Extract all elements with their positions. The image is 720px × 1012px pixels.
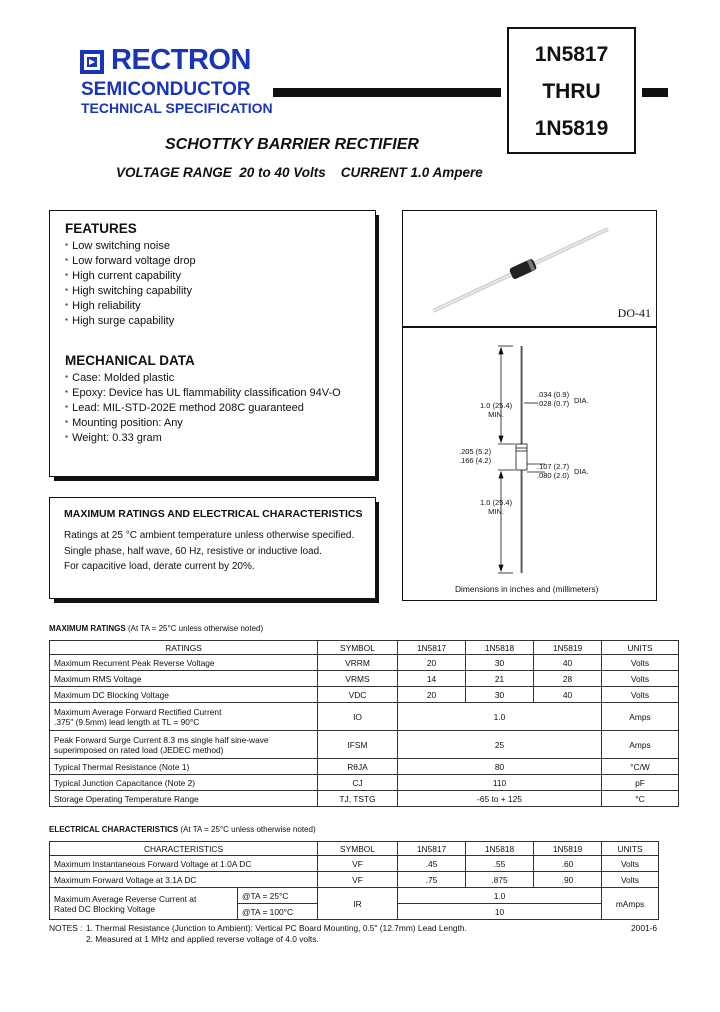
row-value: 14 (398, 671, 466, 687)
row-label: Peak Forward Surge Current 8.3 ms single half sine-wave superimposed on rated load (JEDEC method) (50, 731, 318, 759)
row-value: .55 (466, 856, 534, 872)
table-row (50, 856, 659, 872)
header-cell: RATINGS (50, 641, 318, 655)
row-symbol: VF (318, 872, 398, 888)
ratings-box-heading: MAXIMUM RATINGS AND ELECTRICAL CHARACTERISTICS (64, 508, 363, 520)
row-value: 30 (466, 687, 534, 703)
header-cell: UNITS (602, 842, 659, 856)
part-number-box (507, 27, 636, 154)
body-diameter-suffix: DIA. (574, 467, 589, 476)
header-rule-right (642, 88, 668, 97)
mechanical-heading: MECHANICAL DATA (65, 353, 195, 368)
row-symbol: CJ (318, 775, 398, 791)
reverse-condition: @TA = 25°C (238, 888, 318, 904)
header-cell: 1N5817 (398, 641, 466, 655)
row-label: Maximum Recurrent Peak Reverse Voltage (50, 655, 318, 671)
row-label: Typical Thermal Resistance (Note 1) (50, 759, 318, 775)
header-cell: UNITS (602, 641, 679, 655)
bottom-lead-length-dim: 1.0 (25.4) MIN. (480, 498, 513, 516)
row-symbol: TJ, TSTG (318, 791, 398, 807)
features-list (65, 239, 375, 329)
features-panel (49, 210, 376, 477)
table-row (50, 703, 679, 731)
note-1: 1. Thermal Resistance (Junction to Ambient): Vertical PC Board Mounting, 0.5" (12.7mm) Lead Length. (86, 923, 467, 933)
row-unit: Volts (602, 856, 659, 872)
table-row (50, 872, 659, 888)
feature-item: * High switching capability (65, 284, 375, 299)
ratings-box (49, 497, 376, 599)
row-label: Storage Operating Temperature Range (50, 791, 318, 807)
row-symbol: VRMS (318, 671, 398, 687)
notes-label: NOTES : (49, 923, 83, 933)
row-value: 21 (466, 671, 534, 687)
reverse-condition: @TA = 100°C (238, 904, 318, 920)
header-cell: 1N5819 (534, 641, 602, 655)
mechanical-item: * Mounting position: Any (65, 416, 375, 431)
top-lead-length-dim: 1.0 (25.4) MIN. (480, 401, 513, 419)
header-rule-left (273, 88, 501, 97)
max-ratings-section-label (49, 624, 263, 633)
row-unit: Amps (602, 731, 679, 759)
table-row (50, 888, 659, 904)
row-symbol: VDC (318, 687, 398, 703)
package-drawing-panel (402, 327, 657, 601)
doc-title: SCHOTTKY BARRIER RECTIFIER (165, 136, 419, 153)
row-unit: pF (602, 775, 679, 791)
body-length-dim: .205 (5.2) .166 (4.2) (459, 447, 492, 465)
mechanical-item: * Lead: MIL-STD-202E method 208C guaranteed (65, 401, 375, 416)
row-symbol: RθJA (318, 759, 398, 775)
feature-item: * High reliability (65, 299, 375, 314)
row-value: .60 (534, 856, 602, 872)
electrical-table (49, 841, 659, 920)
row-value: .90 (534, 872, 602, 888)
row-value: 40 (534, 655, 602, 671)
row-symbol: VRRM (318, 655, 398, 671)
row-value: -65 to + 125 (398, 791, 602, 807)
table-row (50, 687, 679, 703)
row-value: 20 (398, 687, 466, 703)
header-cell: 1N5817 (398, 842, 466, 856)
dimensions-caption: Dimensions in inches and (millimeters) (455, 584, 599, 594)
header-cell: 1N5818 (466, 842, 534, 856)
package-outline-drawing (403, 328, 656, 600)
row-value: .45 (398, 856, 466, 872)
row-unit: mAmps (602, 888, 659, 920)
row-value: .75 (398, 872, 466, 888)
row-value: 25 (398, 731, 602, 759)
part-number-thru: THRU (542, 80, 601, 103)
row-label: Maximum Instantaneous Forward Voltage at 1.0A DC (50, 856, 318, 872)
rectron-diode-logo-icon (80, 50, 104, 74)
row-label: Typical Junction Capacitance (Note 2) (50, 775, 318, 791)
feature-item: * High surge capability (65, 314, 375, 329)
feature-item: * Low switching noise (65, 239, 375, 254)
electrical-section-label (49, 825, 316, 834)
table-row (50, 775, 679, 791)
row-unit: Volts (602, 655, 679, 671)
table-row (50, 671, 679, 687)
header-cell: 1N5818 (466, 641, 534, 655)
feature-item: * Low forward voltage drop (65, 254, 375, 269)
max-ratings-table (49, 640, 679, 807)
features-heading: FEATURES (65, 221, 137, 236)
electrical-condition: (At TA = 25°C unless otherwise noted) (180, 825, 316, 834)
row-unit: Amps (602, 703, 679, 731)
row-value: 1.0 (398, 703, 602, 731)
row-label: Maximum DC Blocking Voltage (50, 687, 318, 703)
header-cell: CHARACTERISTICS (50, 842, 318, 856)
table-row (50, 791, 679, 807)
row-value: .875 (466, 872, 534, 888)
mechanical-item: * Epoxy: Device has UL flammability classification 94V-O (65, 386, 375, 401)
doc-subtitle: VOLTAGE RANGE 20 to 40 Volts CURRENT 1.0 Ampere (116, 165, 483, 180)
header-cell: SYMBOL (318, 641, 398, 655)
company-name: RECTRON (111, 44, 251, 76)
ratings-box-line: For capacitive load, derate current by 20%. (64, 561, 255, 572)
table-header-row (50, 842, 659, 856)
lead-diameter-dim: .034 (0.9) .028 (0.7) (537, 390, 570, 408)
note-2: 2. Measured at 1 MHz and applied reverse voltage of 4.0 volts. (86, 934, 319, 944)
row-unit: Volts (602, 872, 659, 888)
row-symbol: IR (318, 888, 398, 920)
row-unit: °C (602, 791, 679, 807)
row-label: Maximum RMS Voltage (50, 671, 318, 687)
feature-item: * High current capability (65, 269, 375, 284)
header-cell: 1N5819 (534, 842, 602, 856)
lead-diameter-suffix: DIA. (574, 396, 589, 405)
part-number-to: 1N5819 (534, 117, 609, 140)
ratings-box-line: Single phase, half wave, 60 Hz, resistive or inductive load. (64, 545, 322, 557)
mechanical-item: * Weight: 0.33 gram (65, 431, 375, 446)
table-row (50, 759, 679, 775)
doc-type: TECHNICAL SPECIFICATION (81, 100, 273, 116)
row-value: 28 (534, 671, 602, 687)
row-value: 20 (398, 655, 466, 671)
table-header-row (50, 641, 679, 655)
row-symbol: IO (318, 703, 398, 731)
row-value: 30 (466, 655, 534, 671)
row-value: 80 (398, 759, 602, 775)
row-value: 40 (534, 687, 602, 703)
row-value: 1.0 (398, 888, 602, 904)
mechanical-list (65, 371, 375, 446)
row-value: 10 (398, 904, 602, 920)
row-unit: Volts (602, 671, 679, 687)
row-symbol: VF (318, 856, 398, 872)
body-diameter-dim: .107 (2.7) .080 (2.0) (537, 462, 570, 480)
row-unit: °C/W (602, 759, 679, 775)
electrical-label: ELECTRICAL CHARACTERISTICS (49, 825, 179, 834)
max-ratings-condition: (At TA = 25°C unless otherwise noted) (127, 624, 264, 633)
row-value: 110 (398, 775, 602, 791)
table-row (50, 655, 679, 671)
table-row (50, 731, 679, 759)
max-ratings-label: MAXIMUM RATINGS (49, 624, 126, 633)
row-symbol: IFSM (318, 731, 398, 759)
header-cell: SYMBOL (318, 842, 398, 856)
row-label: Maximum Forward Voltage at 3.1A DC (50, 872, 318, 888)
mechanical-item: * Case: Molded plastic (65, 371, 375, 386)
package-photo-panel (402, 210, 657, 327)
reverse-current-label: Maximum Average Reverse Current at Rated DC Blocking Voltage (50, 888, 238, 920)
package-name: DO-41 (617, 306, 651, 320)
row-unit: Volts (602, 687, 679, 703)
ratings-box-line: Ratings at 25 °C ambient temperature unless otherwise specified. (64, 530, 355, 541)
revision-date: 2001-6 (631, 923, 658, 933)
part-number-from: 1N5817 (534, 43, 609, 66)
row-label: Maximum Average Forward Rectified Current .375" (9.5mm) lead length at TL = 90°C (50, 703, 318, 731)
division-name: SEMICONDUCTOR (81, 79, 251, 100)
